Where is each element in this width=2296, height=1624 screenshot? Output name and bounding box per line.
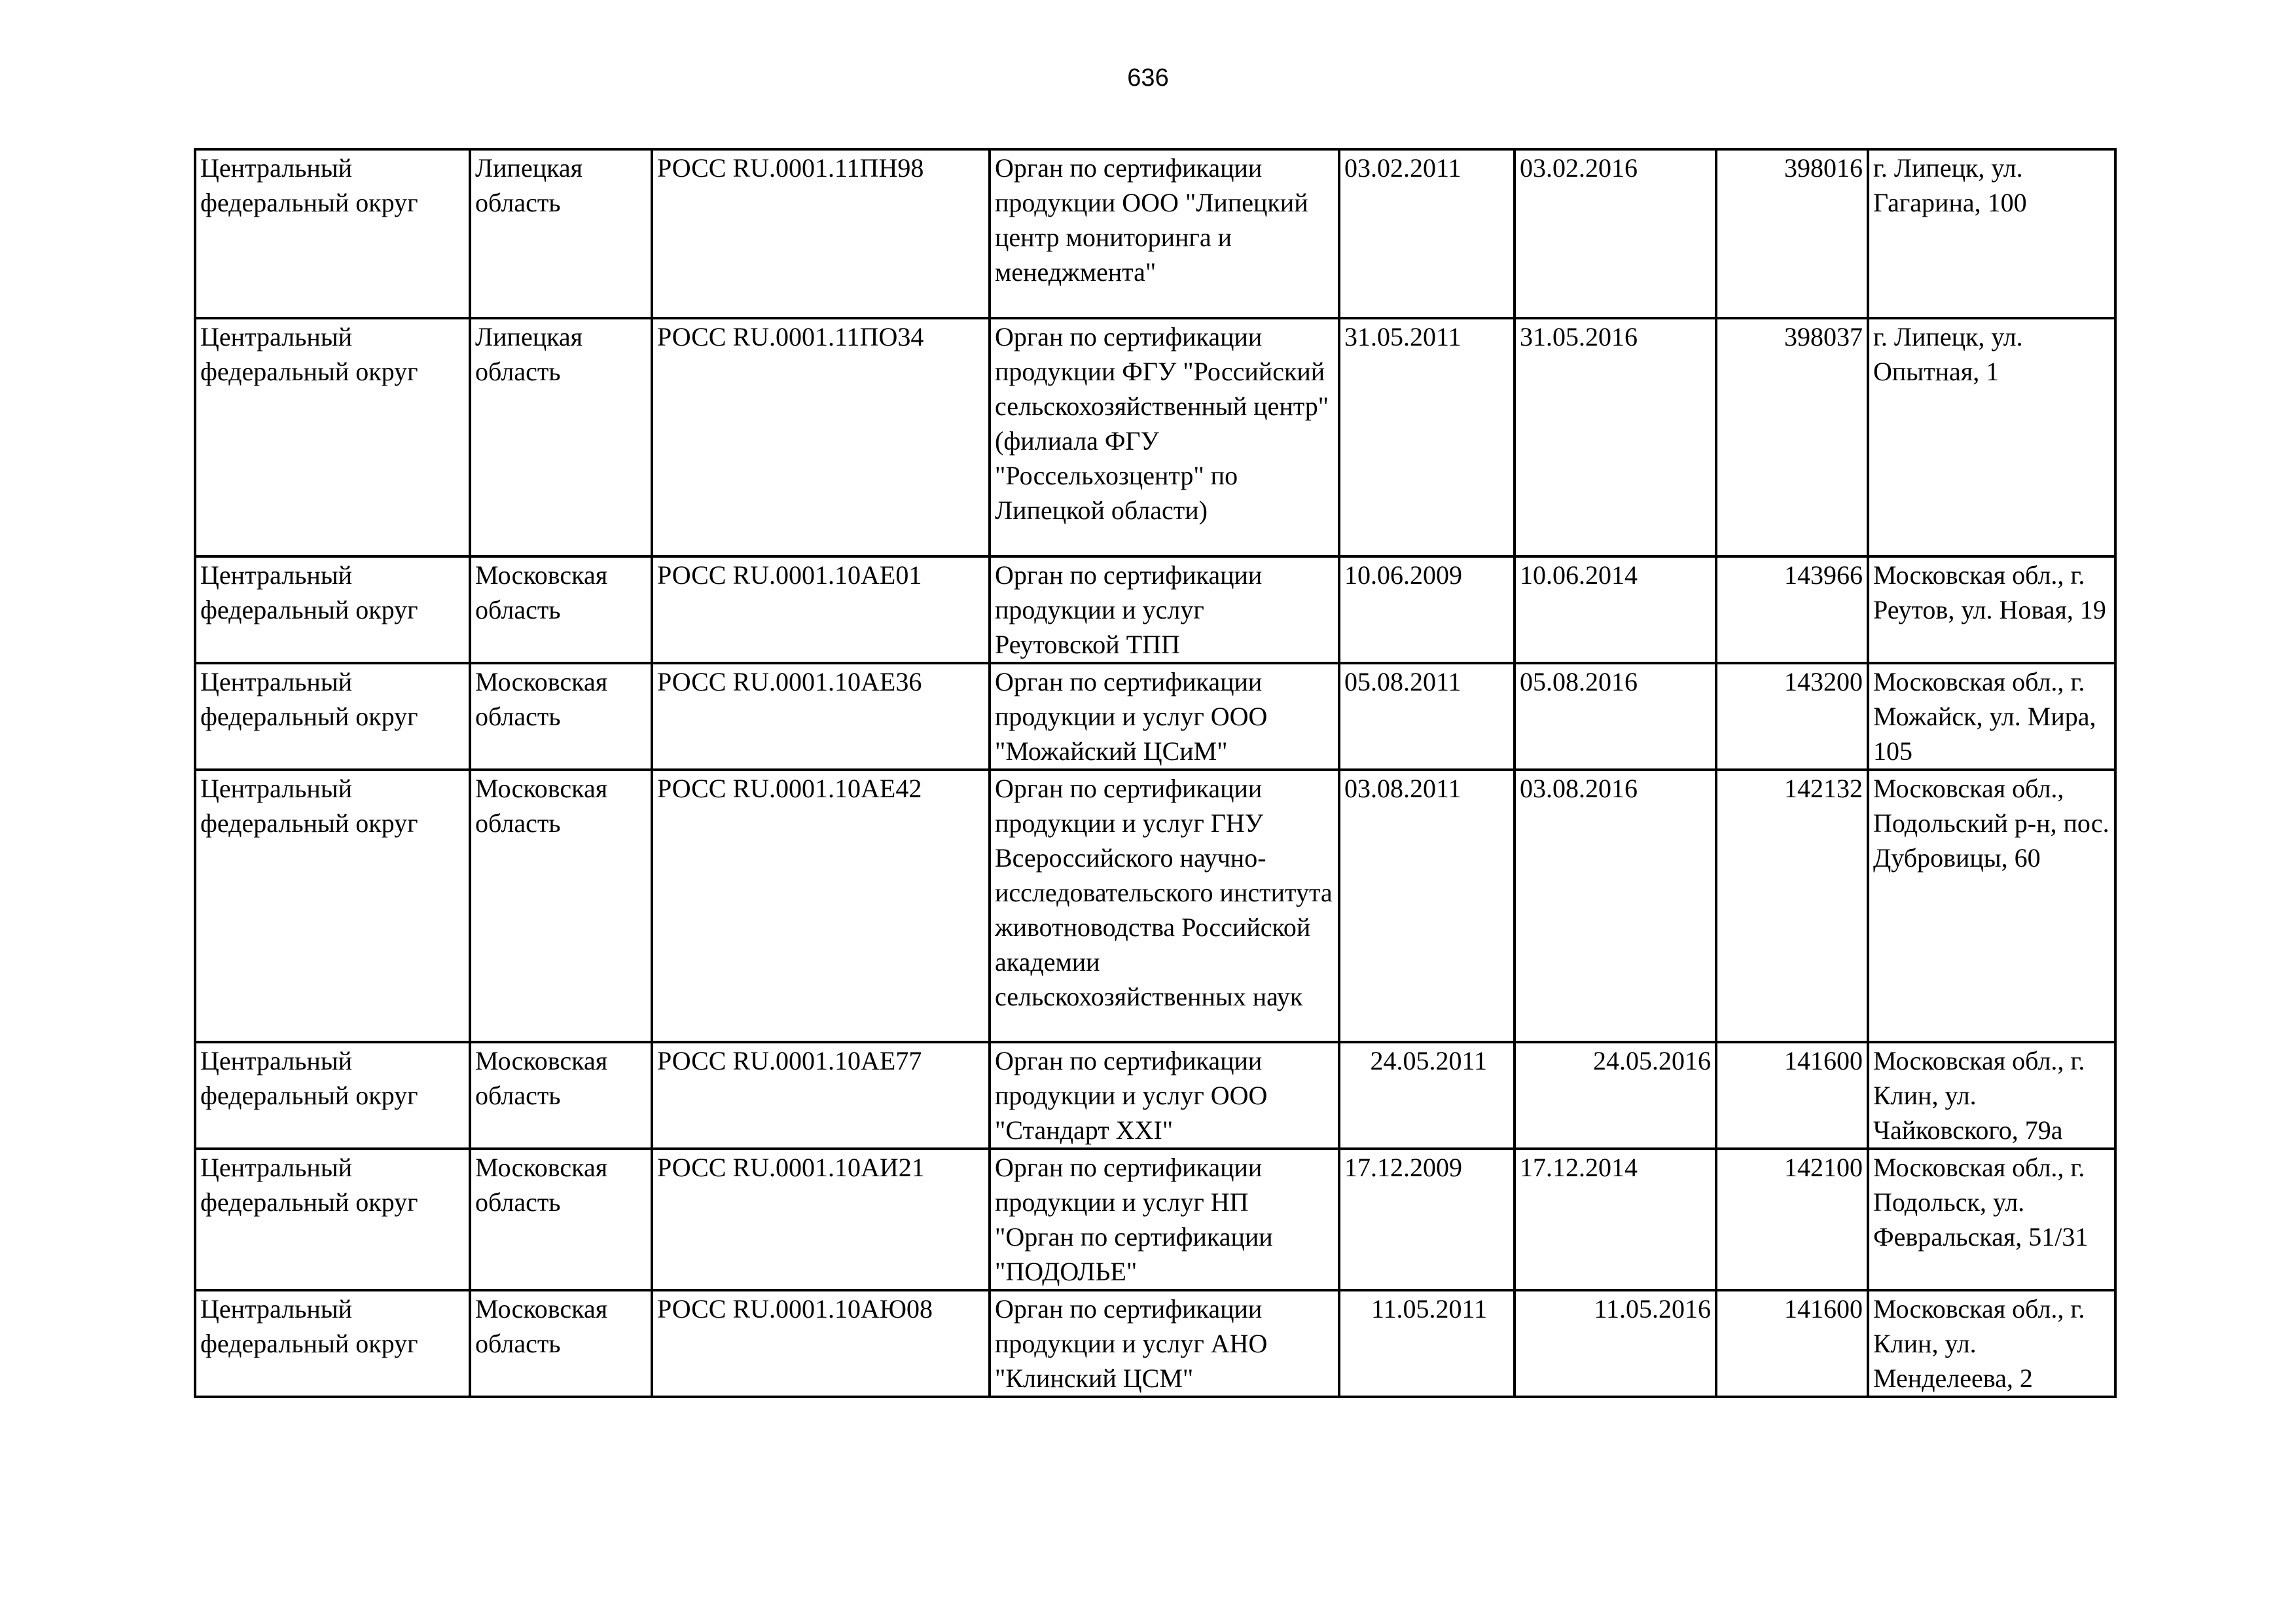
- district-cell: Центральный федеральный округ: [195, 556, 470, 663]
- postal-index-cell: 143200: [1716, 663, 1868, 770]
- organization-cell: Орган по сертификации продукции и услуг Реутовской ТПП: [990, 556, 1339, 663]
- date-to-cell: 31.05.2016: [1515, 318, 1716, 556]
- district-cell: Центральный федеральный округ: [195, 663, 470, 770]
- date-to-cell: 05.08.2016: [1515, 663, 1716, 770]
- registration-number-cell: РОСС RU.0001.10АЕ01: [652, 556, 990, 663]
- table-row: [195, 770, 2115, 1042]
- table-row: [195, 663, 2115, 770]
- organization-cell: Орган по сертификации продукции и услуг НП "Орган по сертификации "ПОДОЛЬЕ": [990, 1149, 1339, 1290]
- district-cell: Центральный федеральный округ: [195, 318, 470, 556]
- address-cell: г. Липецк, ул. Гагарина, 100: [1868, 149, 2115, 318]
- postal-index-cell: 143966: [1716, 556, 1868, 663]
- district-cell: Центральный федеральный округ: [195, 770, 470, 1042]
- registration-number-cell: РОСС RU.0001.11ПН98: [652, 149, 990, 318]
- district-cell: Центральный федеральный округ: [195, 1149, 470, 1290]
- postal-index-cell: 142132: [1716, 770, 1868, 1042]
- date-to-cell: 03.02.2016: [1515, 149, 1716, 318]
- date-from-cell: 31.05.2011: [1339, 318, 1515, 556]
- district-cell: Центральный федеральный округ: [195, 149, 470, 318]
- page-number: 636: [1127, 64, 1169, 92]
- region-cell: Московская область: [470, 556, 652, 663]
- postal-index-cell: 398016: [1716, 149, 1868, 318]
- date-from-cell: 24.05.2011: [1339, 1042, 1515, 1149]
- registration-number-cell: РОСС RU.0001.10АЮ08: [652, 1290, 990, 1397]
- table-row: [195, 149, 2115, 318]
- region-cell: Московская область: [470, 1042, 652, 1149]
- address-cell: Московская обл., г. Клин, ул. Чайковского, 79а: [1868, 1042, 2115, 1149]
- registration-number-cell: РОСС RU.0001.10АЕ42: [652, 770, 990, 1042]
- organization-cell: Орган по сертификации продукции и услуг ГНУ Всероссийского научно-исследовательского института животноводства Российской академии сельскохозяйственных наук: [990, 770, 1339, 1042]
- registration-number-cell: РОСС RU.0001.10АЕ36: [652, 663, 990, 770]
- date-from-cell: 17.12.2009: [1339, 1149, 1515, 1290]
- table-row: [195, 1042, 2115, 1149]
- date-to-cell: 03.08.2016: [1515, 770, 1716, 1042]
- region-cell: Московская область: [470, 1149, 652, 1290]
- date-to-cell: 17.12.2014: [1515, 1149, 1716, 1290]
- table-row: [195, 318, 2115, 556]
- date-from-cell: 03.02.2011: [1339, 149, 1515, 318]
- address-cell: Московская обл., Подольский р-н, пос. Дубровицы, 60: [1868, 770, 2115, 1042]
- date-to-cell: 24.05.2016: [1515, 1042, 1716, 1149]
- date-from-cell: 05.08.2011: [1339, 663, 1515, 770]
- registration-number-cell: РОСС RU.0001.10АИ21: [652, 1149, 990, 1290]
- table-row: [195, 1290, 2115, 1397]
- address-cell: Московская обл., г. Клин, ул. Менделеева, 2: [1868, 1290, 2115, 1397]
- date-to-cell: 11.05.2016: [1515, 1290, 1716, 1397]
- date-to-cell: 10.06.2014: [1515, 556, 1716, 663]
- region-cell: Липецкая область: [470, 149, 652, 318]
- organization-cell: Орган по сертификации продукции и услуг ООО "Стандарт XXI": [990, 1042, 1339, 1149]
- address-cell: Московская обл., г. Реутов, ул. Новая, 19: [1868, 556, 2115, 663]
- postal-index-cell: 141600: [1716, 1290, 1868, 1397]
- region-cell: Московская область: [470, 1290, 652, 1397]
- date-from-cell: 10.06.2009: [1339, 556, 1515, 663]
- organization-cell: Орган по сертификации продукции и услуг АНО "Клинский ЦСМ": [990, 1290, 1339, 1397]
- region-cell: Московская область: [470, 663, 652, 770]
- address-cell: Московская обл., г. Можайск, ул. Мира, 105: [1868, 663, 2115, 770]
- table-row: [195, 556, 2115, 663]
- table-row: [195, 1149, 2115, 1290]
- district-cell: Центральный федеральный округ: [195, 1042, 470, 1149]
- district-cell: Центральный федеральный округ: [195, 1290, 470, 1397]
- region-cell: Московская область: [470, 770, 652, 1042]
- postal-index-cell: 398037: [1716, 318, 1868, 556]
- organization-cell: Орган по сертификации продукции ФГУ "Российский сельскохозяйственный центр" (филиала ФГУ "Россельхозцентр" по Липецкой области): [990, 318, 1339, 556]
- postal-index-cell: 141600: [1716, 1042, 1868, 1149]
- date-from-cell: 03.08.2011: [1339, 770, 1515, 1042]
- region-cell: Липецкая область: [470, 318, 652, 556]
- registration-number-cell: РОСС RU.0001.11ПО34: [652, 318, 990, 556]
- organization-cell: Орган по сертификации продукции ООО "Липецкий центр мониторинга и менеджмента": [990, 149, 1339, 318]
- date-from-cell: 11.05.2011: [1339, 1290, 1515, 1397]
- registration-number-cell: РОСС RU.0001.10АЕ77: [652, 1042, 990, 1149]
- address-cell: г. Липецк, ул. Опытная, 1: [1868, 318, 2115, 556]
- postal-index-cell: 142100: [1716, 1149, 1868, 1290]
- registry-table: [194, 148, 2117, 1398]
- organization-cell: Орган по сертификации продукции и услуг ООО "Можайский ЦСиМ": [990, 663, 1339, 770]
- address-cell: Московская обл., г. Подольск, ул. Февральская, 51/31: [1868, 1149, 2115, 1290]
